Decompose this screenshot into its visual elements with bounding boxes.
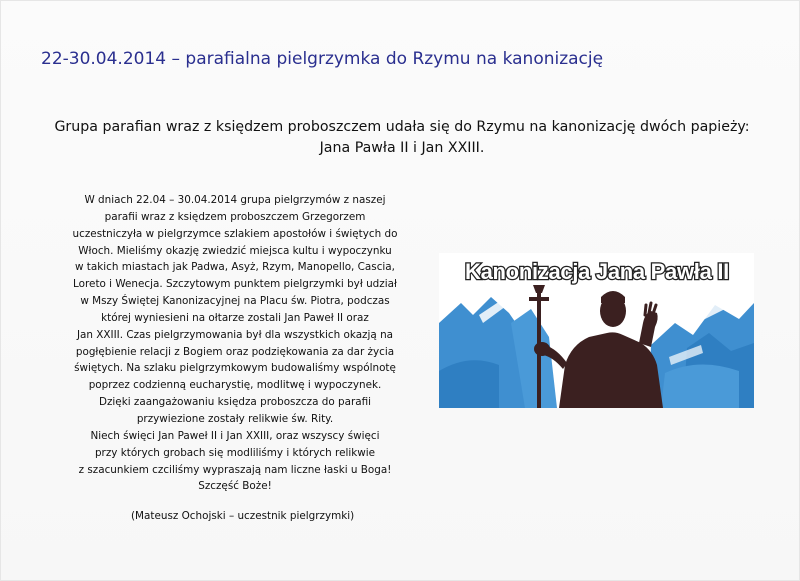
- body-line: w takich miastach jak Padwa, Asyż, Rzym, Manopello, Cascia,: [75, 261, 395, 274]
- body-line: pogłębienie relacji z Bogiem oraz podziękowania za dar życia: [75, 345, 395, 358]
- body-line: poprzez codzienną eucharystię, modlitwę i wypoczynek.: [88, 379, 382, 392]
- body-line: parafii wraz z księdzem proboszczem Grzegorzem: [104, 210, 366, 223]
- intro-line: Grupa parafian wraz z księdzem proboszczem udała się do Rzymu na kanonizację dwóch papieży:: [54, 119, 750, 135]
- author-signature: (Mateusz Ochojski – uczestnik pielgrzymki): [131, 510, 355, 522]
- canonization-banner-image: [439, 253, 754, 408]
- intro-paragraph: [41, 117, 763, 159]
- body-line: Włoch. Mieliśmy okazję zwiedzić miejsca kultu i wypoczynku: [78, 244, 392, 257]
- body-line: Szczęść Boże!: [198, 480, 272, 493]
- body-line: w Mszy Świętej Kanonizacyjnej na Placu św. Piotra, podczas: [80, 295, 390, 308]
- body-line: świętych. Na szlaku pielgrzymkowym budowaliśmy wspólnotę: [74, 362, 396, 375]
- body-line: uczestniczyła w pielgrzymce szlakiem apostołów i świętych do: [72, 227, 398, 240]
- body-line: której wyniesieni na ołtarze zostali Jan Paweł II oraz: [101, 311, 369, 324]
- body-line: Jan XXIII. Czas pielgrzymowania był dla wszystkich okazją na: [76, 328, 394, 341]
- banner-title: Kanonizacja Jana Pawła II: [465, 259, 729, 284]
- body-line: przywiezione zostały relikwie św. Rity.: [136, 412, 334, 425]
- body-line: Loreto i Wenecja. Szczytowym punktem pielgrzymki był udział: [73, 278, 397, 291]
- intro-line: Jana Pawła II i Jan XXIII.: [319, 140, 485, 156]
- body-line: Dzięki zaangażowaniu księdza proboszcza do parafii: [98, 396, 372, 409]
- page-heading: 22-30.04.2014 – parafialna pielgrzymka do Rzymu na kanonizację: [41, 49, 604, 69]
- article-body: [49, 192, 421, 495]
- body-line: Niech święci Jan Paweł II i Jan XXIII, oraz wszyscy święci: [90, 429, 380, 442]
- body-line: z szacunkiem czciliśmy wypraszają nam liczne łaski u Boga!: [78, 463, 392, 476]
- body-line: przy których grobach się modliliśmy i których relikwie: [94, 446, 376, 459]
- body-line: W dniach 22.04 – 30.04.2014 grupa pielgrzymów z naszej: [84, 194, 386, 206]
- banner-illustration: [439, 253, 754, 408]
